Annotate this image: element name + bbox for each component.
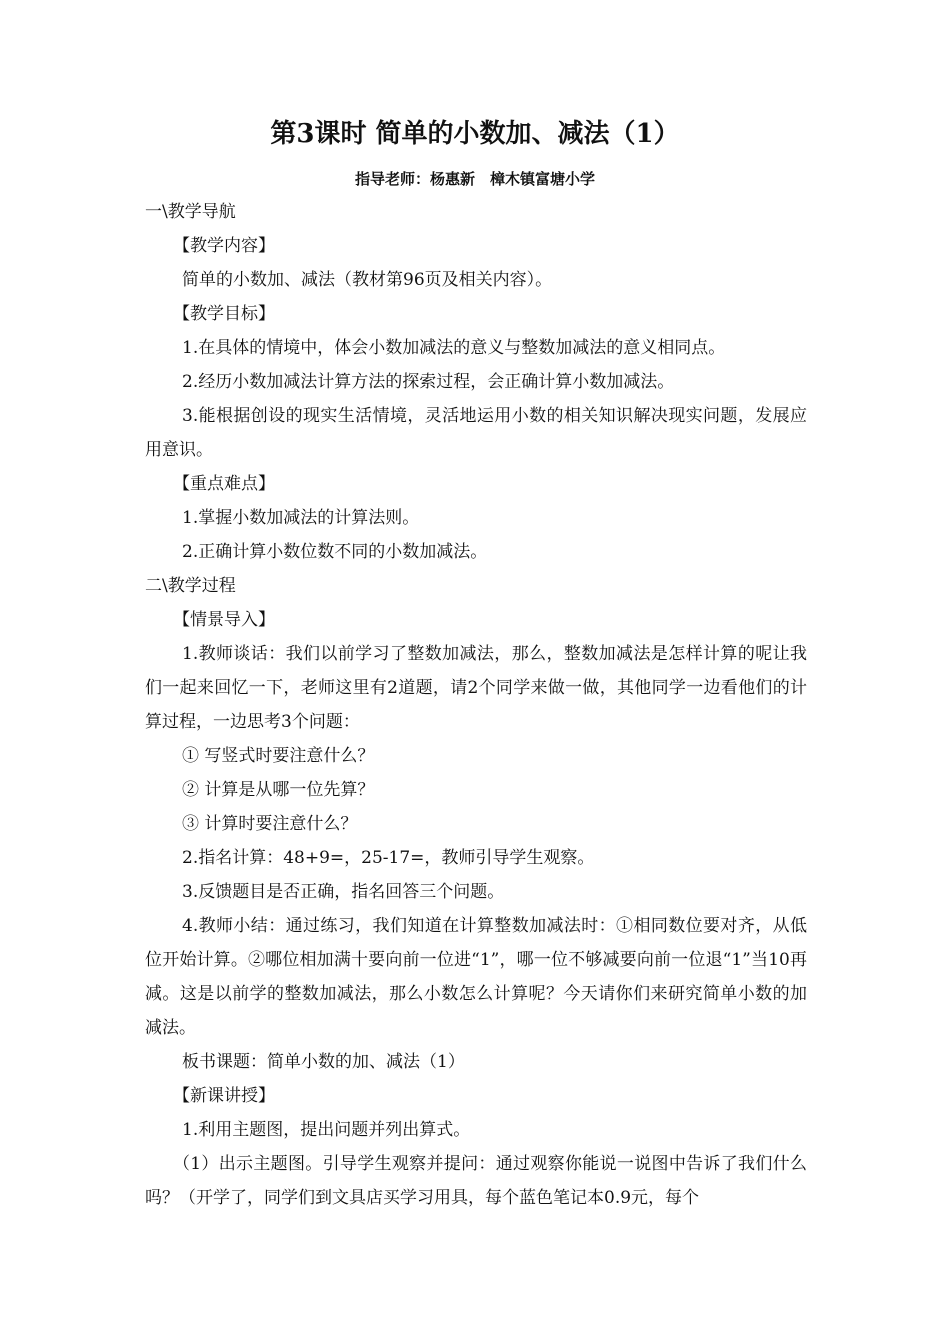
section-heading-teaching-process: 二\教学过程 (145, 576, 236, 596)
question-item: ② 计算是从哪一位先算？ (182, 780, 375, 800)
subheading-scene-intro: 【情景导入】 (173, 610, 275, 630)
paragraph: 3.能根据创设的现实生活情境，灵活地运用小数的相关知识解决现实问题，发展应用意识。 (145, 406, 807, 460)
paragraph: 2.正确计算小数位数不同的小数加减法。 (182, 542, 488, 562)
paragraph: 1.利用主题图，提出问题并列出算式。 (182, 1120, 471, 1140)
paragraph: 1.教师谈话：我们以前学习了整数加减法，那么，整数加减法是怎样计算的呢让我们一起来回忆一下，老师这里有2道题，请2个同学来做一做，其他同学一边看他们的计算过程，一边思考3个问题： (145, 644, 807, 732)
subheading-new-lesson: 【新课讲授】 (173, 1086, 275, 1106)
subheading-teaching-goals: 【教学目标】 (173, 304, 275, 324)
paragraph: 板书课题：简单小数的加、减法（1） (182, 1052, 465, 1072)
subheading-key-difficulties: 【重点难点】 (173, 474, 275, 494)
page-title: 第3课时 简单的小数加、减法（1） (270, 119, 680, 149)
paragraph: 简单的小数加、减法（教材第96页及相关内容）。 (182, 270, 553, 290)
paragraph: 2.经历小数加减法计算方法的探索过程，会正确计算小数加减法。 (182, 372, 675, 392)
paragraph: 2.指名计算：48+9=，25-17=，教师引导学生观察。 (182, 848, 595, 868)
question-item: ③ 计算时要注意什么？ (182, 814, 358, 834)
paragraph: （1）出示主题图。引导学生观察并提问：通过观察你能说一说图中告诉了我们什么吗？（开学了，同学们到文具店买学习用具，每个蓝色笔记本0.9元，每个 (145, 1154, 807, 1208)
subheading-teaching-content: 【教学内容】 (173, 236, 275, 256)
section-heading-teaching-guide: 一\教学导航 (145, 202, 236, 222)
document-body (145, 195, 807, 1215)
page-subtitle: 指导老师：杨惠新 樟木镇富塘小学 (354, 170, 595, 188)
paragraph: 4.教师小结：通过练习，我们知道在计算整数加减法时：①相同数位要对齐，从低位开始计算。②哪位相加满十要向前一位进“1”，哪一位不够减要向前一位退“1”当10再减。这是以前学的整数加减法，那么小数怎么计算呢？今天请你们来研究简单小数的加减法。 (145, 916, 807, 1038)
paragraph: 1.掌握小数加减法的计算法则。 (182, 508, 420, 528)
paragraph: 3.反馈题目是否正确，指名回答三个问题。 (182, 882, 505, 902)
paragraph: 1.在具体的情境中，体会小数加减法的意义与整数加减法的意义相同点。 (182, 338, 726, 358)
question-item: ① 写竖式时要注意什么？ (182, 746, 375, 766)
